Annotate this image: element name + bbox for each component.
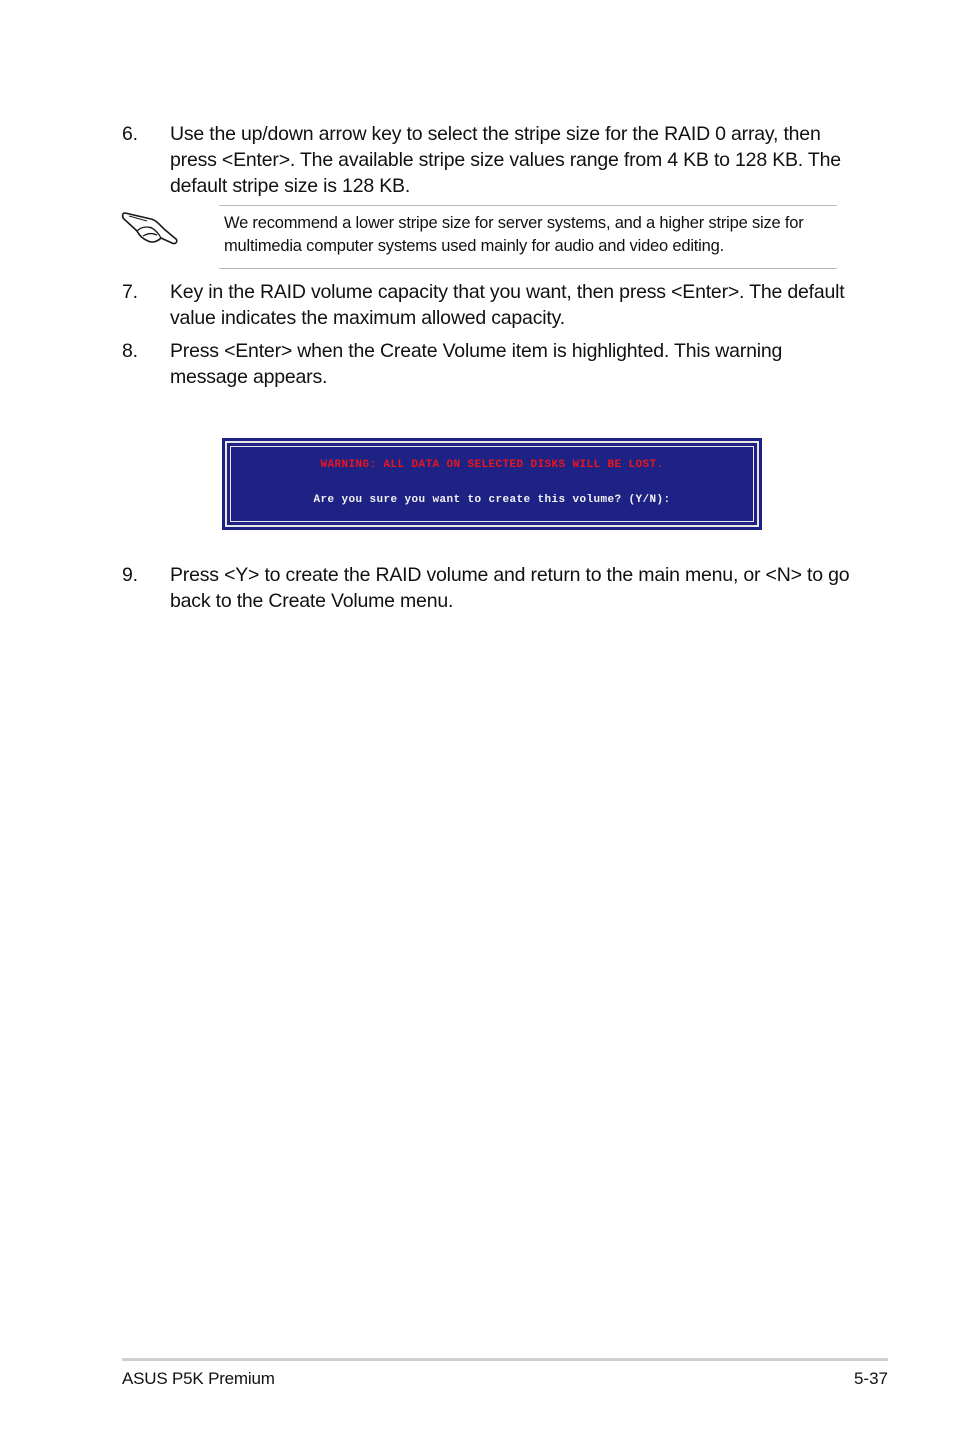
step-number: 9. bbox=[122, 564, 138, 586]
step-text: Press <Y> to create the RAID volume and return to the main menu, or <N> to go back to the Create Volume menu. bbox=[170, 564, 850, 612]
step-number: 7. bbox=[122, 281, 138, 303]
step-6 bbox=[122, 121, 842, 201]
step-text: Key in the RAID volume capacity that you want, then press <Enter>. The default value indicates the maximum allowed capacity. bbox=[170, 281, 845, 329]
step-9 bbox=[122, 562, 850, 616]
step-text: Use the up/down arrow key to select the stripe size for the RAID 0 array, then press <Enter>. The available stripe size values range from 4 KB to 128 KB. The default stripe size is 128 KB. bbox=[170, 123, 841, 197]
footer-product-name: ASUS P5K Premium bbox=[122, 1369, 275, 1388]
footer-page-number: 5-37 bbox=[853, 1369, 888, 1388]
note-box bbox=[121, 202, 841, 272]
step-text: Press <Enter> when the Create Volume item is highlighted. This warning message appears. bbox=[170, 340, 783, 388]
hand-pointer-icon bbox=[121, 205, 181, 247]
footer-divider bbox=[122, 1358, 888, 1361]
note-bottom-divider bbox=[219, 268, 837, 269]
step-number: 8. bbox=[122, 340, 138, 362]
step-8 bbox=[122, 338, 842, 392]
confirm-prompt[interactable]: Are you sure you want to create this volume? (Y/N): bbox=[313, 494, 671, 506]
step-number: 6. bbox=[122, 123, 138, 145]
bios-warning-dialog bbox=[222, 438, 762, 530]
note-top-divider bbox=[219, 205, 837, 206]
step-7 bbox=[122, 279, 845, 333]
warning-message: WARNING: ALL DATA ON SELECTED DISKS WILL BE LOST. bbox=[320, 459, 664, 471]
note-text: We recommend a lower stripe size for server systems, and a higher stripe size for multimedia computer systems used mainly for audio and video editing. bbox=[224, 214, 804, 255]
dialog-inner-border bbox=[230, 446, 754, 522]
